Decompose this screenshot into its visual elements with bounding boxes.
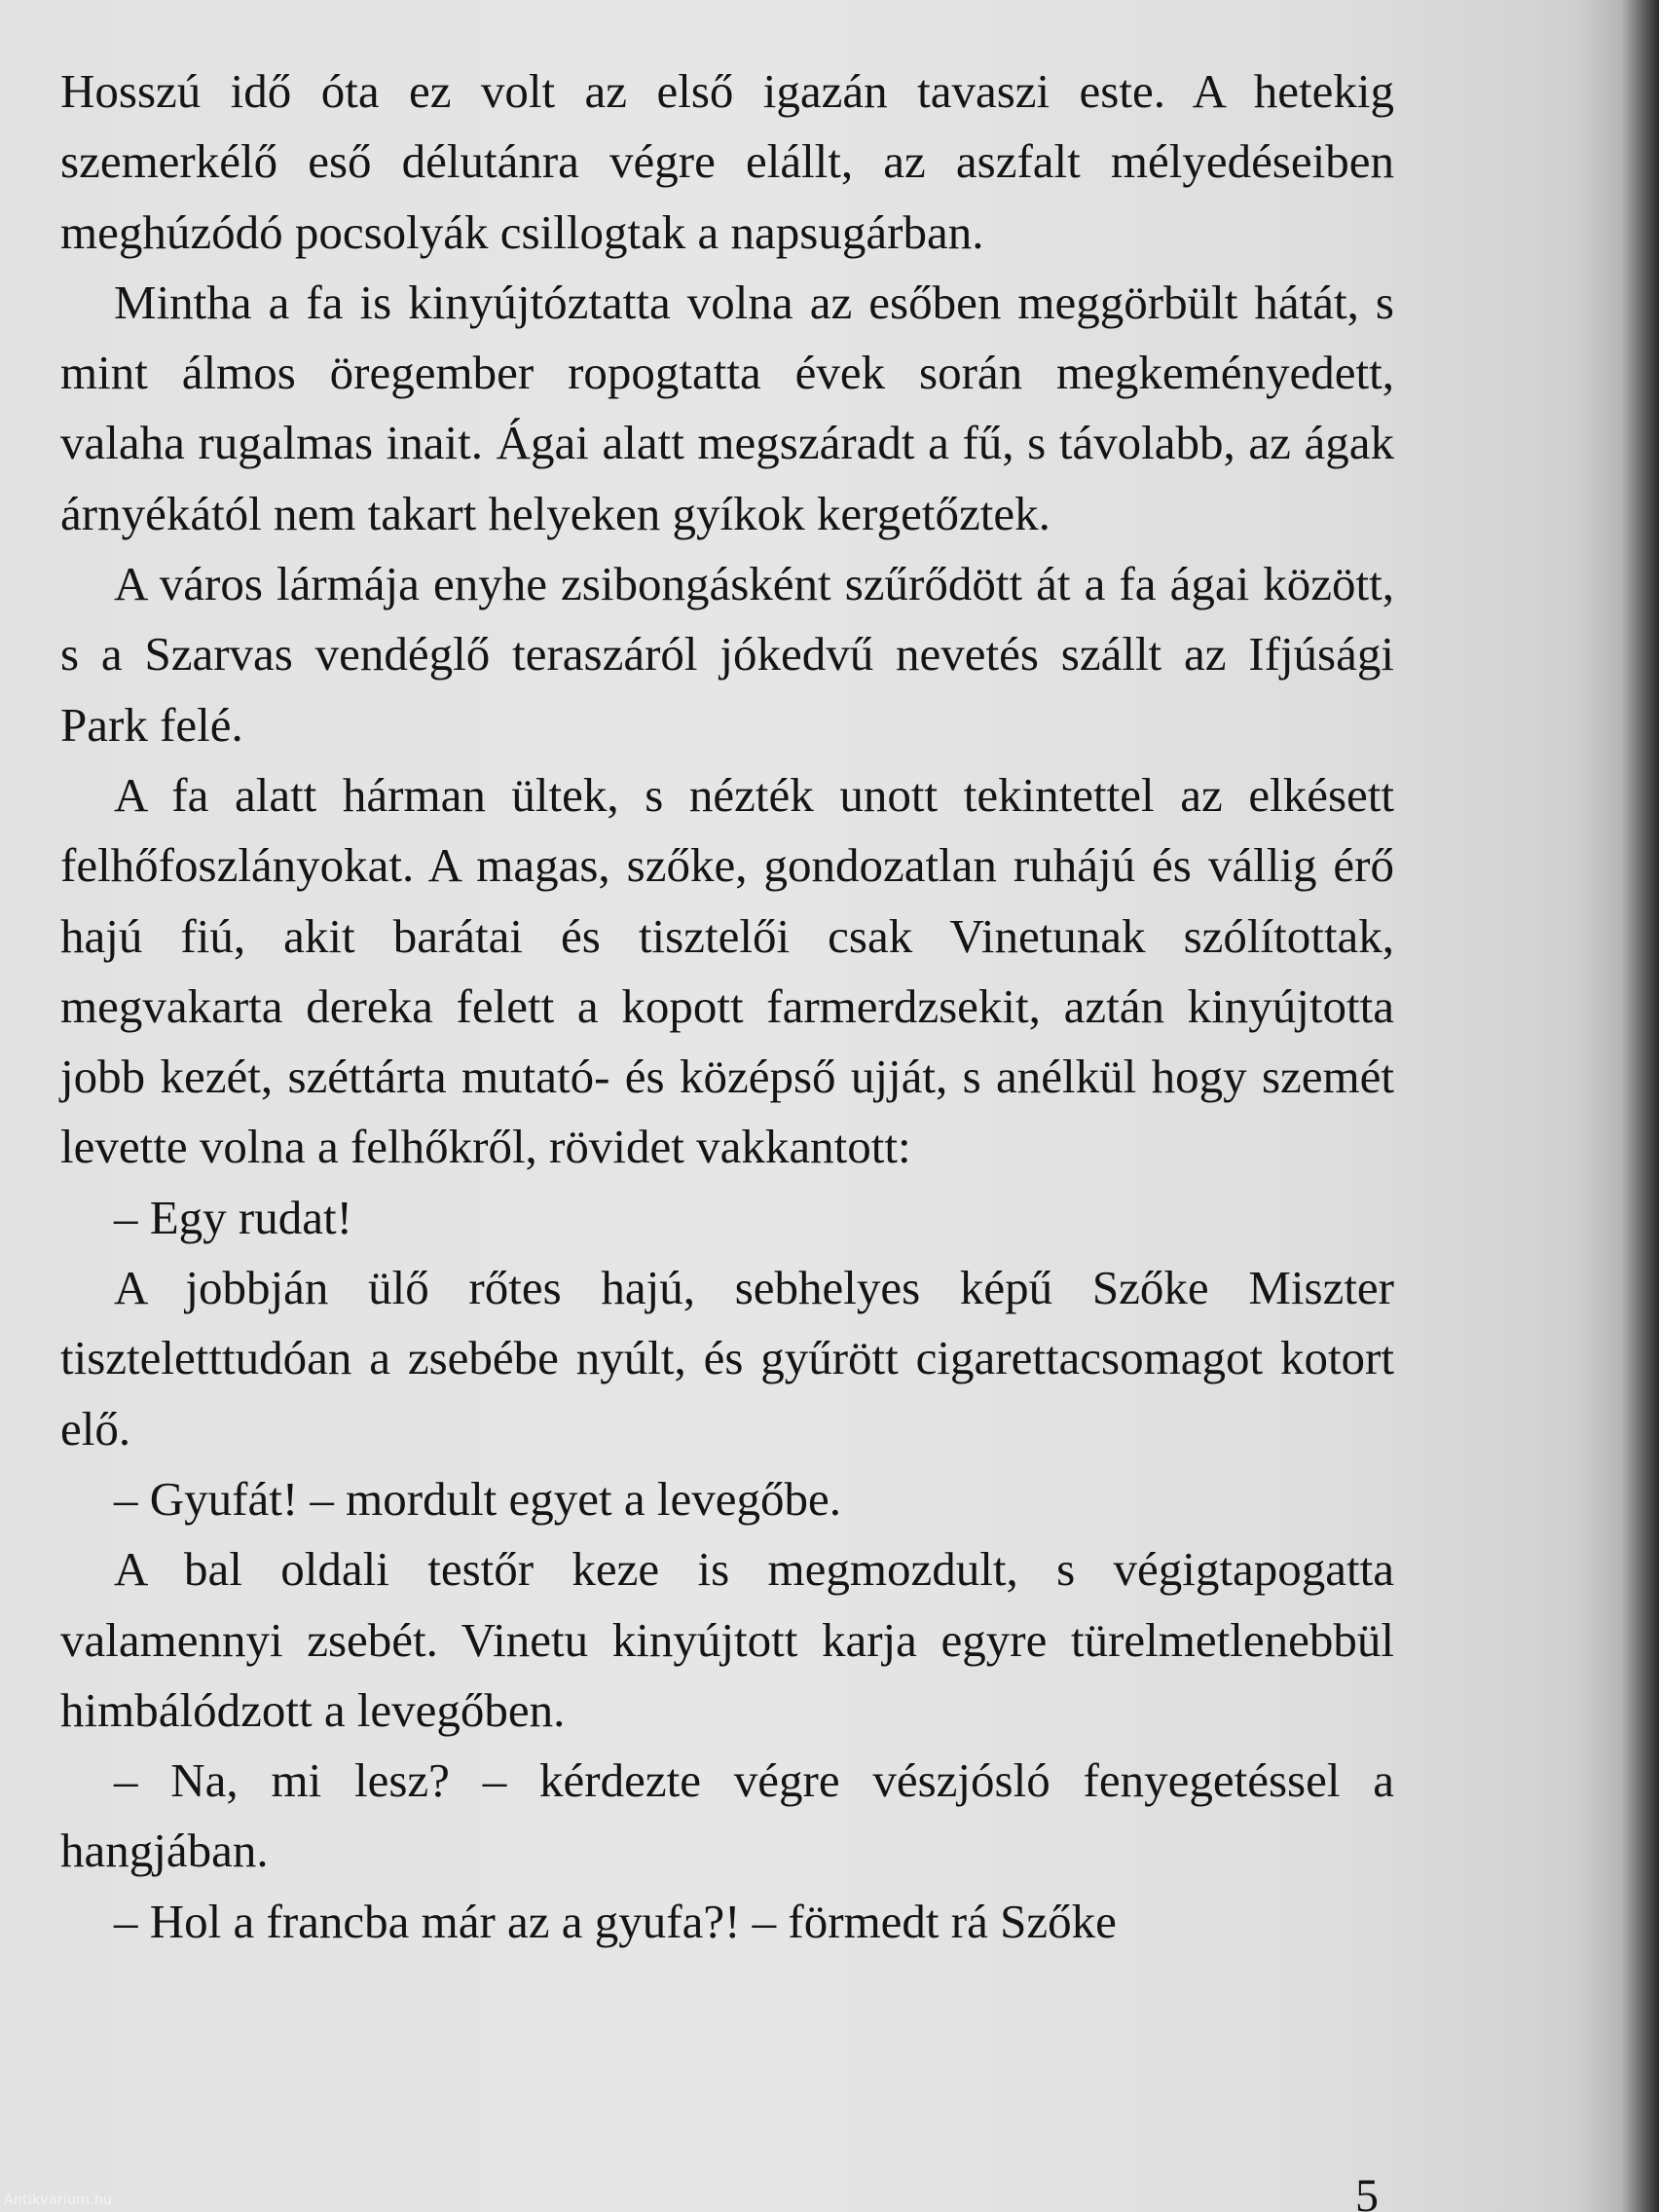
body-text — [60, 56, 1394, 1957]
paragraph-2: Mintha a fa is kinyújtóztatta volna az esőben meggörbült hátát, s mint álmos öregember ropogtatta évek során megkeményedett, valaha rugalmas inait. Ágai alatt megszáradt a fű, s távolabb, az ágak árnyékától nem takart helyeken gyíkok kergetőztek. — [60, 275, 1394, 540]
paragraph-7: – Gyufát! – mordult egyet a levegőbe. — [114, 1471, 842, 1526]
next-page-edge — [1532, 0, 1659, 2212]
paragraph-10: – Hol a francba már az a gyufa?! – förmedt rá Szőke — [114, 1894, 1117, 1948]
page-number: 5 — [1355, 2170, 1379, 2212]
paragraph-5: – Egy rudat! — [114, 1190, 352, 1244]
paragraph-1: Hosszú idő óta ez volt az első igazán tavaszi este. A hetekig szemerkélő eső délutánra végre elállt, az aszfalt mélyedéseiben meghúzódó pocsolyák csillogtak a napsugárban. — [60, 64, 1394, 259]
paragraph-3: A város lármája enyhe zsibongásként szűrődött át a fa ágai között, s a Szarvas vendéglő teraszáról jókedvű nevetés szállt az Ifjúsági Park felé. — [60, 557, 1394, 752]
paragraph-8: A bal oldali testőr keze is megmozdult, s végigtapogatta valamennyi zsebét. Vinetu kinyújtott karja egyre türelmetlenebbül himbálódzott a levegőben. — [60, 1542, 1394, 1737]
paragraph-4: A fa alatt hárman ültek, s nézték unott tekintettel az elkésett felhőfoszlányokat. A magas, szőke, gondozatlan ruhájú és vállig érő hajú fiú, akit barátai és tisztelői csak Vinetunak szólítottak, megvakarta dereka felett a kopott farmerdzsekit, aztán kinyújtotta jobb kezét, széttárta mutató- és középső ujját, s anélkül hogy szemét levette volna a felhőkről, rövidet vakkantott: — [60, 767, 1394, 1174]
paragraph-9: – Na, mi lesz? – kérdezte végre vészjósló fenyegetéssel a hangjában. — [60, 1753, 1394, 1878]
paragraph-6: A jobbján ülő rőtes hajú, sebhelyes képű Szőke Miszter tiszteletttudóan a zsebébe nyúlt, és gyűrött cigarettacsomagot kotort elő. — [60, 1261, 1394, 1456]
watermark: Antikvarium.hu — [4, 2193, 113, 2208]
